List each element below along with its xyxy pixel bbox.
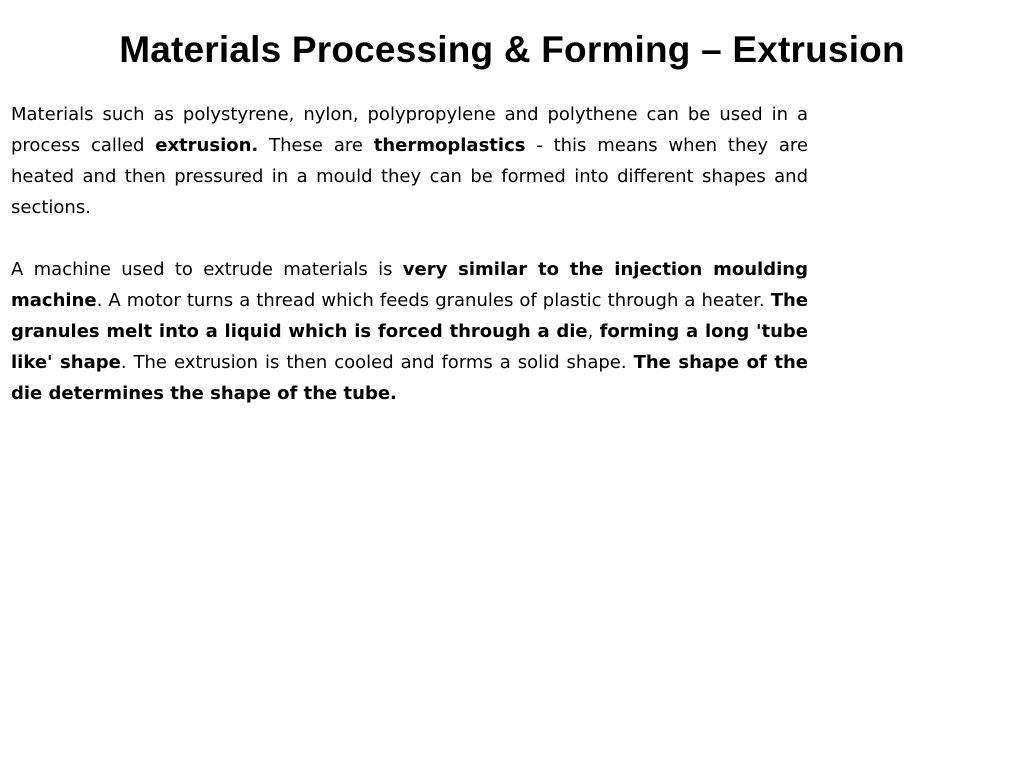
bold-phrase-tube-shape: forming a long 'tube like' shape [11,321,808,373]
bold-phrase-injection-moulding: very similar to the injection moulding machine [11,259,808,311]
text-segment: Materials such as polystyrene, nylon, polypropylene and polythene can be used in a process called [11,104,808,156]
paragraph-extrusion-materials [11,99,808,223]
text-segment: . The extrusion is then cooled and forms a solid shape. [120,352,634,373]
text-segment: A machine used to extrude materials is [11,259,403,280]
text-segment: These are [258,135,374,156]
bold-phrase-die-shape: The shape of the die determines the shape of the tube. [11,352,808,404]
bold-term-extrusion: extrusion. [155,135,259,156]
slide-title: Materials Processing & Forming – Extrusion [119,29,905,70]
text-segment: . A motor turns a thread which feeds granules of plastic through a heater. [96,290,771,311]
slide-body [11,99,808,440]
bold-term-thermoplastics: thermoplastics [373,135,526,156]
text-segment: - this means when they are heated and then pressured in a mould they can be formed into different shapes and sections. [11,135,808,218]
bold-phrase-granules-melt: The granules melt into a liquid which is forced through a die [11,290,808,342]
text-segment: , [587,321,600,342]
paragraph-extrusion-machine [11,254,808,409]
